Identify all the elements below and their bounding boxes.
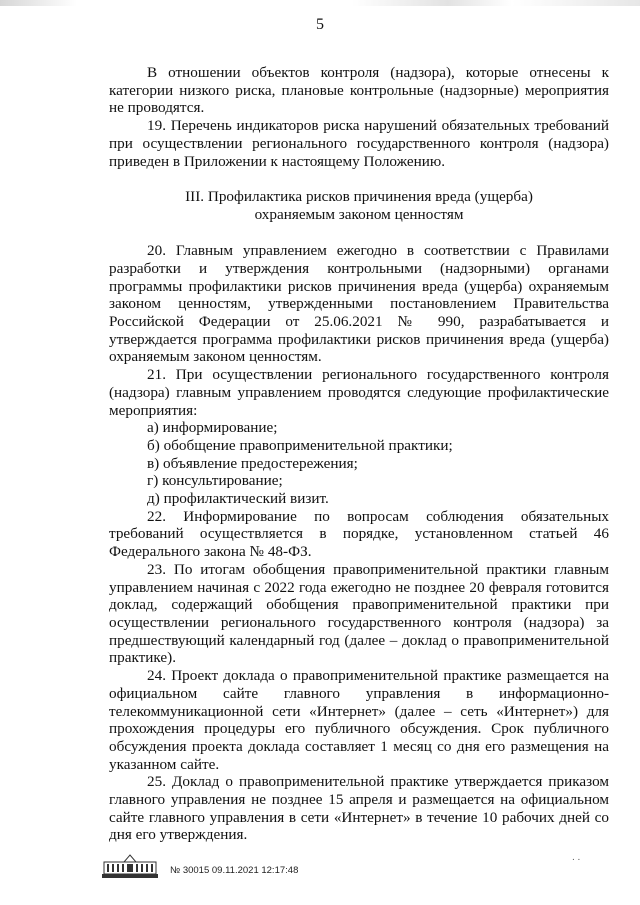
measure-item: в) объявление предостережения; [147,454,358,472]
section-heading-line-1: III. Профилактика рисков причинения вреда (ущерба) [185,188,533,206]
paragraph-20: 20. Главным управлением ежегодно в соответствии с Правилами разработки и утверждения контрольными (надзорными) органами программы профилактики рисков причинения вреда (ущерба) охраняемым законом ценностям, утвержденными постановлением Правительства Российской Федерации от 25.06.2021 № 990, разрабатывается и утверждается программа профилактики рисков причинения вреда (ущерба) охраняемым законом ценностям. [109,242,609,366]
footer [100,852,600,882]
measure-item: д) профилактический визит. [147,490,329,508]
measure-item: б) обобщение правоприменительной практики; [147,436,453,454]
scan-top-edge [0,0,640,6]
paragraph-22: 22. Информирование по вопросам соблюдения обязательных требований осуществляется в порядке, установленном статьей 46 Федерального закона № 48-ФЗ. [109,507,609,561]
building-logo-icon [100,852,160,880]
paragraph-25: 25. Доклад о правоприменительной практике утверждается приказом главного управления не позднее 15 апреля и размещается на официальном сайте главного управления в сети «Интернет» в течение 10 рабочих дней со дня его утверждения. [109,773,609,844]
paragraph-21: 21. При осуществлении регионального государственного контроля (надзора) главным управлением проводятся следующие профилактические мероприятия: [109,366,609,419]
page-number: 5 [316,16,324,33]
section-heading-line-2: охраняемым законом ценностям [254,206,464,224]
document-registration-id: № 30015 09.11.2021 12:17:48 [170,865,299,876]
paragraph-19: 19. Перечень индикаторов риска нарушений обязательных требований при осуществлении регионального государственного контроля (надзора) приведен в Приложении к настоящему Положению. [109,117,609,170]
document-body [109,64,609,844]
measure-item: а) информирование; [147,419,278,437]
paragraph: В отношении объектов контроля (надзора), которые отнесены к категории низкого риска, плановые контрольные (надзорные) мероприятия не проводятся. [109,64,609,117]
paragraph-24: 24. Проект доклада о правоприменительной практике размещается на официальном сайте главного управления в информационно-телекоммуникационной сети «Интернет» (далее – сеть «Интернет») для прохождения процедуры его публичного обсуждения. Срок публичного обсуждения проекта доклада составляет 1 месяц со дня его размещения на указанном сайте. [109,667,609,773]
footer-marks: . . [572,852,581,863]
measure-item: г) консультирование; [147,472,283,490]
section-heading [109,188,609,224]
paragraph-23: 23. По итогам обобщения правоприменительной практики главным управлением начиная с 2022 года ежегодно не позднее 20 февраля готовится доклад, содержащий обобщения правоприменительной практики при осуществлении регионального государственного контроля (надзора) за предшествующий календарный год (далее – доклад о правоприменительной практике). [109,560,609,667]
